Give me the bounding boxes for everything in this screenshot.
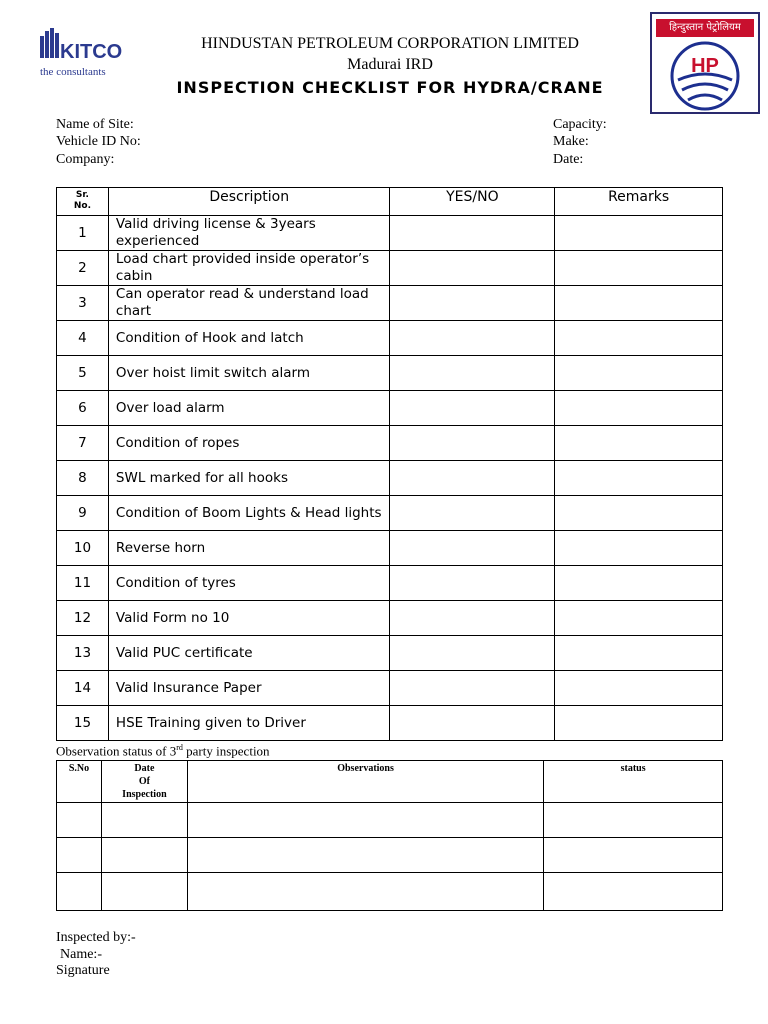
- row-description: HSE Training given to Driver: [108, 706, 390, 741]
- observation-caption: Observation status of 3rd party inspection: [56, 743, 270, 759]
- inspected-by-label: Inspected by:-: [56, 930, 136, 945]
- row-number: 10: [57, 531, 109, 566]
- status-cell[interactable]: [544, 838, 723, 873]
- description-header: Description: [108, 188, 390, 216]
- date-cell[interactable]: [101, 803, 187, 838]
- row-number: 7: [57, 426, 109, 461]
- remarks-cell[interactable]: [555, 566, 723, 601]
- row-description: Can operator read & understand load chart: [108, 286, 390, 321]
- row-description: Load chart provided inside operator’s cabin: [108, 251, 390, 286]
- checklist-header-row: [57, 188, 723, 216]
- row-description: Condition of Hook and latch: [108, 321, 390, 356]
- observations-header: Observations: [187, 761, 543, 803]
- date-of-inspection-header: Date Of Inspection: [101, 761, 187, 803]
- yes-no-cell[interactable]: [390, 391, 555, 426]
- row-number: 3: [57, 286, 109, 321]
- table-row: [57, 216, 723, 251]
- row-description: Valid Insurance Paper: [108, 671, 390, 706]
- row-number: 8: [57, 461, 109, 496]
- remarks-cell[interactable]: [555, 636, 723, 671]
- date-cell[interactable]: [101, 873, 187, 911]
- yes-no-cell[interactable]: [390, 426, 555, 461]
- sno-cell[interactable]: [57, 838, 102, 873]
- remarks-cell[interactable]: [555, 216, 723, 251]
- status-cell[interactable]: [544, 873, 723, 911]
- status-cell[interactable]: [544, 803, 723, 838]
- remarks-cell[interactable]: [555, 531, 723, 566]
- svg-text:HP: HP: [691, 55, 719, 77]
- yes-no-cell[interactable]: [390, 356, 555, 391]
- date-cell[interactable]: [101, 838, 187, 873]
- yes-no-cell[interactable]: [390, 531, 555, 566]
- yes-no-cell[interactable]: [390, 321, 555, 356]
- yes-no-cell[interactable]: [390, 496, 555, 531]
- table-row: [57, 461, 723, 496]
- remarks-cell[interactable]: [555, 426, 723, 461]
- row-description: Condition of tyres: [108, 566, 390, 601]
- location: Madurai IRD: [347, 56, 433, 73]
- table-row: [57, 321, 723, 356]
- table-row: [57, 566, 723, 601]
- row-number: 6: [57, 391, 109, 426]
- table-row: [57, 496, 723, 531]
- kitco-tagline: the consultants: [40, 66, 106, 78]
- table-row: [57, 286, 723, 321]
- observation-row: [57, 873, 723, 911]
- row-description: Over hoist limit switch alarm: [108, 356, 390, 391]
- table-row: [57, 426, 723, 461]
- table-row: [57, 671, 723, 706]
- capacity-label: Capacity:: [553, 117, 607, 132]
- hp-hindi-text: हिन्दुस्तान पेट्रोलियम: [656, 19, 754, 37]
- remarks-cell[interactable]: [555, 496, 723, 531]
- remarks-header: Remarks: [555, 188, 723, 216]
- yes-no-header: YES/NO: [390, 188, 555, 216]
- hp-emblem-icon: [668, 40, 742, 112]
- checklist-table: [56, 187, 723, 741]
- yes-no-cell[interactable]: [390, 601, 555, 636]
- yes-no-cell[interactable]: [390, 461, 555, 496]
- page-title: INSPECTION CHECKLIST FOR HYDRA/CRANE: [176, 78, 604, 97]
- kitco-logo-text: KITCO: [60, 41, 123, 63]
- date-label: Date:: [553, 152, 584, 167]
- remarks-cell[interactable]: [555, 391, 723, 426]
- vehicle-id-label: Vehicle ID No:: [56, 134, 141, 149]
- row-description: Valid driving license & 3years experienced: [108, 216, 390, 251]
- table-row: [57, 601, 723, 636]
- row-number: 13: [57, 636, 109, 671]
- observation-table: [56, 760, 723, 911]
- row-number: 11: [57, 566, 109, 601]
- remarks-cell[interactable]: [555, 461, 723, 496]
- yes-no-cell[interactable]: [390, 706, 555, 741]
- name-label: Name:-: [60, 947, 102, 962]
- row-number: 9: [57, 496, 109, 531]
- row-description: Condition of Boom Lights & Head lights: [108, 496, 390, 531]
- company-name: HINDUSTAN PETROLEUM CORPORATION LIMITED: [201, 35, 579, 52]
- hp-logo: [650, 12, 760, 114]
- table-row: [57, 391, 723, 426]
- row-number: 15: [57, 706, 109, 741]
- observation-cell[interactable]: [187, 803, 543, 838]
- row-description: Over load alarm: [108, 391, 390, 426]
- row-description: Reverse horn: [108, 531, 390, 566]
- status-header: status: [544, 761, 723, 803]
- row-number: 2: [57, 251, 109, 286]
- name-of-site-label: Name of Site:: [56, 117, 134, 132]
- table-row: [57, 251, 723, 286]
- sno-cell[interactable]: [57, 873, 102, 911]
- observation-cell[interactable]: [187, 873, 543, 911]
- make-label: Make:: [553, 134, 589, 149]
- remarks-cell[interactable]: [555, 321, 723, 356]
- sno-header: S.No: [57, 761, 102, 803]
- row-description: Condition of ropes: [108, 426, 390, 461]
- yes-no-cell[interactable]: [390, 251, 555, 286]
- observation-cell[interactable]: [187, 838, 543, 873]
- yes-no-cell[interactable]: [390, 566, 555, 601]
- signature-label: Signature: [56, 963, 110, 978]
- row-description: SWL marked for all hooks: [108, 461, 390, 496]
- remarks-cell[interactable]: [555, 706, 723, 741]
- row-number: 14: [57, 671, 109, 706]
- row-number: 1: [57, 216, 109, 251]
- table-row: [57, 706, 723, 741]
- remarks-cell[interactable]: [555, 671, 723, 706]
- table-row: [57, 636, 723, 671]
- row-description: Valid PUC certificate: [108, 636, 390, 671]
- sr-no-header: Sr. No.: [57, 188, 109, 216]
- row-number: 5: [57, 356, 109, 391]
- observation-row: [57, 838, 723, 873]
- yes-no-cell[interactable]: [390, 636, 555, 671]
- row-number: 12: [57, 601, 109, 636]
- observation-row: [57, 803, 723, 838]
- remarks-cell[interactable]: [555, 601, 723, 636]
- row-description: Valid Form no 10: [108, 601, 390, 636]
- remarks-cell[interactable]: [555, 356, 723, 391]
- yes-no-cell[interactable]: [390, 286, 555, 321]
- observation-header-row: [57, 761, 723, 803]
- kitco-logo: [38, 28, 128, 80]
- remarks-cell[interactable]: [555, 286, 723, 321]
- yes-no-cell[interactable]: [390, 216, 555, 251]
- remarks-cell[interactable]: [555, 251, 723, 286]
- row-number: 4: [57, 321, 109, 356]
- table-row: [57, 531, 723, 566]
- company-label: Company:: [56, 152, 115, 167]
- sno-cell[interactable]: [57, 803, 102, 838]
- yes-no-cell[interactable]: [390, 671, 555, 706]
- table-row: [57, 356, 723, 391]
